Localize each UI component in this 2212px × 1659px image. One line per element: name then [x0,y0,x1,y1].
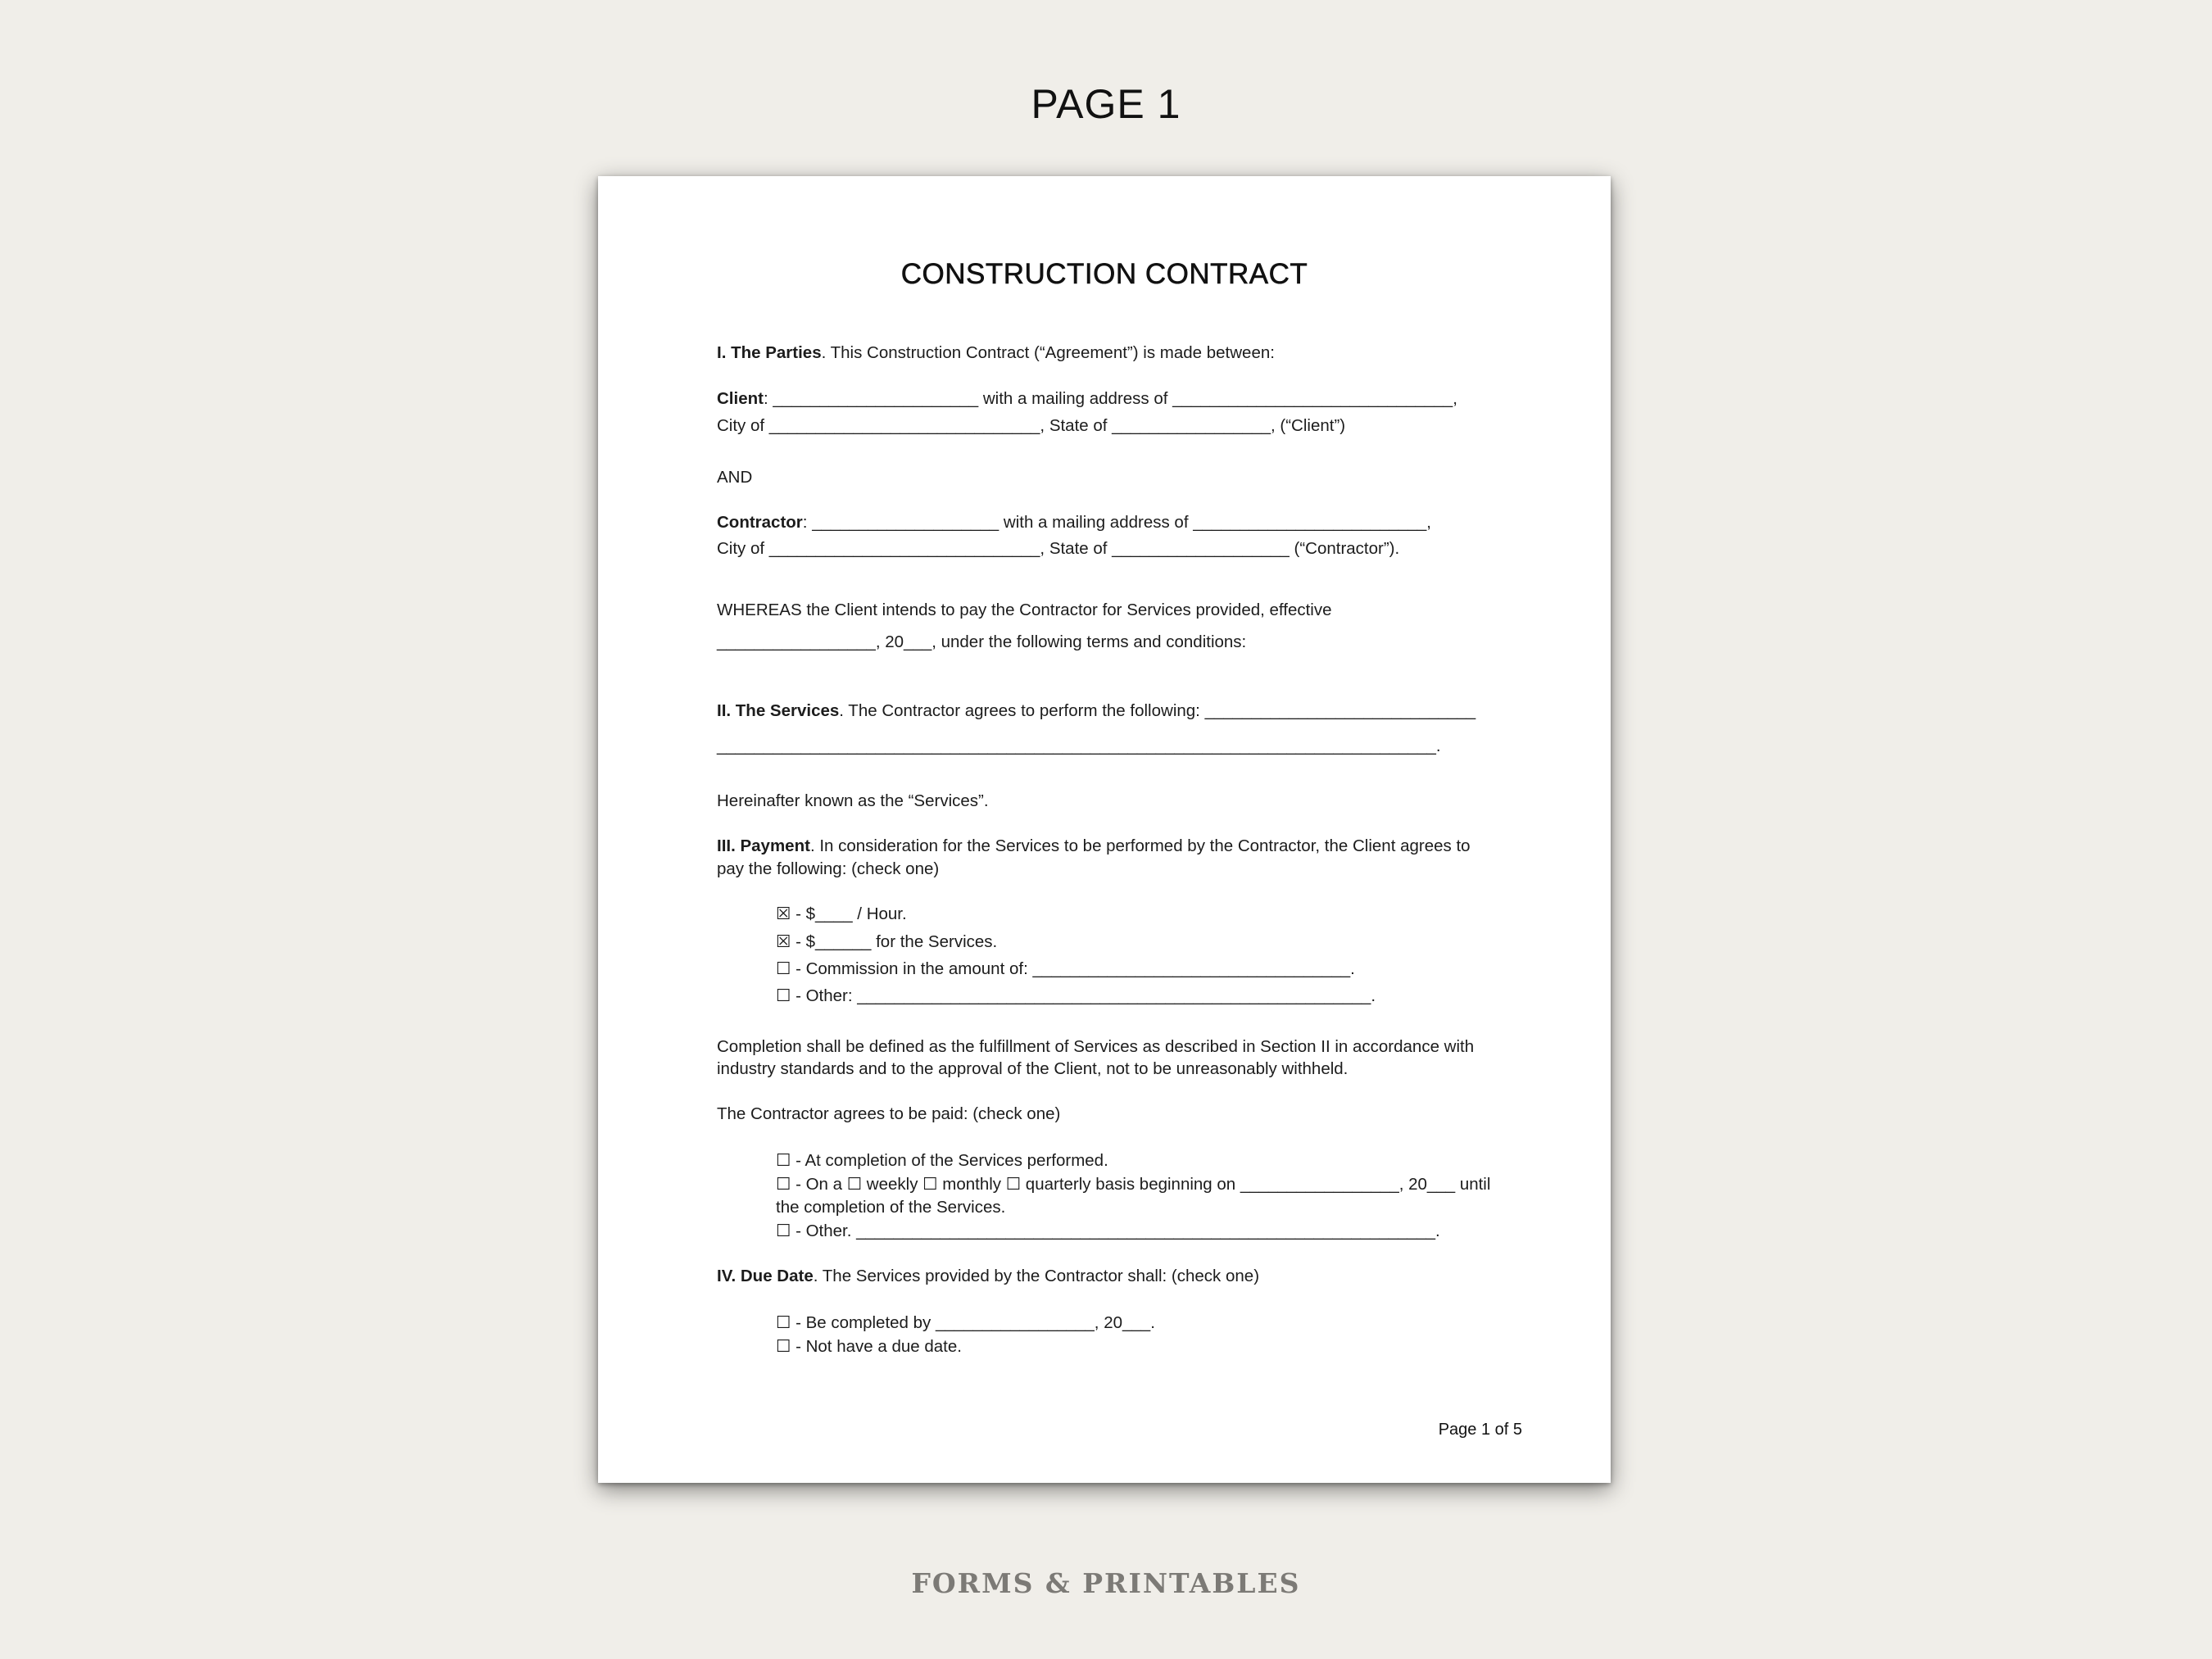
client-line [717,391,1457,408]
services-paragraph [717,703,1475,720]
contractor-label: Contractor [717,513,803,532]
page-label: PAGE 1 [1031,81,1181,127]
payment-option-flat-fee: ☒ - $______ for the Services. [776,932,998,951]
payment-option-commission: ☐ - Commission in the amount of: __________________________________. [776,959,1355,978]
due-option-no-due-date: ☐ - Not have a due date. [776,1337,962,1356]
payment-text: . In consideration for the Services to be performed by the Contractor, the Client agrees to [809,836,1471,855]
paid-option-other: ☐ - Other. ______________________________________________________________. [776,1222,1440,1240]
due-date-heading: IV. Due Date [717,1267,814,1285]
services-blank-line: _____________________________________________________________________________. [717,737,1441,755]
whereas-line-1: WHEREAS the Client intends to pay the Contractor for Services provided, effective [717,601,1332,619]
and-text: AND [717,468,753,487]
paid-intro: The Contractor agrees to be paid: (check one) [717,1104,1061,1123]
payment-option-hourly: ☒ - $____ / Hour. [776,904,907,923]
completion-text-2: industry standards and to the approval of the Client, not to be unreasonably withheld. [717,1059,1349,1078]
parties-paragraph [717,345,1275,362]
completion-text-1: Completion shall be defined as the fulfillment of Services as described in Section II in accordance with [717,1037,1475,1056]
contractor-fields: : ____________________ with a mailing address of _________________________, [802,513,1431,532]
client-label: Client [717,389,764,408]
payment-paragraph [717,838,1471,855]
contractor-line [717,514,1431,532]
hereinafter-text: Hereinafter known as the “Services”. [717,791,989,810]
due-date-text: . The Services provided by the Contractor shall: (check one) [813,1267,1260,1285]
due-option-completed-by: ☐ - Be completed by _________________, 20___. [776,1313,1155,1332]
paid-option-completion: ☐ - At completion of the Services performed. [776,1151,1108,1170]
services-heading: II. The Services [717,701,840,720]
paid-option-schedule-cont: the completion of the Services. [776,1198,1006,1217]
document-title: CONSTRUCTION CONTRACT [900,258,1308,290]
brand-footer: FORMS & PRINTABLES [911,1567,1301,1599]
services-text: . The Contractor agrees to perform the following: _____________________________ [839,701,1476,720]
document-page [598,176,1611,1483]
parties-heading: I. The Parties [717,343,822,362]
client-fields: : ______________________ with a mailing address of ______________________________, [763,389,1457,408]
contractor-city-line: City of _____________________________, State of ___________________ (“Contractor”). [717,539,1400,558]
due-date-paragraph [717,1268,1259,1285]
payment-option-other: ☐ - Other: _______________________________________________________. [776,986,1376,1005]
whereas-line-2: _________________, 20___, under the following terms and conditions: [717,632,1247,651]
paid-option-schedule: ☐ - On a ☐ weekly ☐ monthly ☐ quarterly basis beginning on _________________, 20___ until [776,1175,1491,1194]
client-city-line: City of _____________________________, State of _________________, (“Client”) [717,416,1346,435]
payment-text-2: pay the following: (check one) [717,859,940,878]
parties-intro: . This Construction Contract (“Agreement”) is made between: [821,343,1275,362]
payment-heading: III. Payment [717,836,810,855]
page-number: Page 1 of 5 [1438,1421,1522,1439]
